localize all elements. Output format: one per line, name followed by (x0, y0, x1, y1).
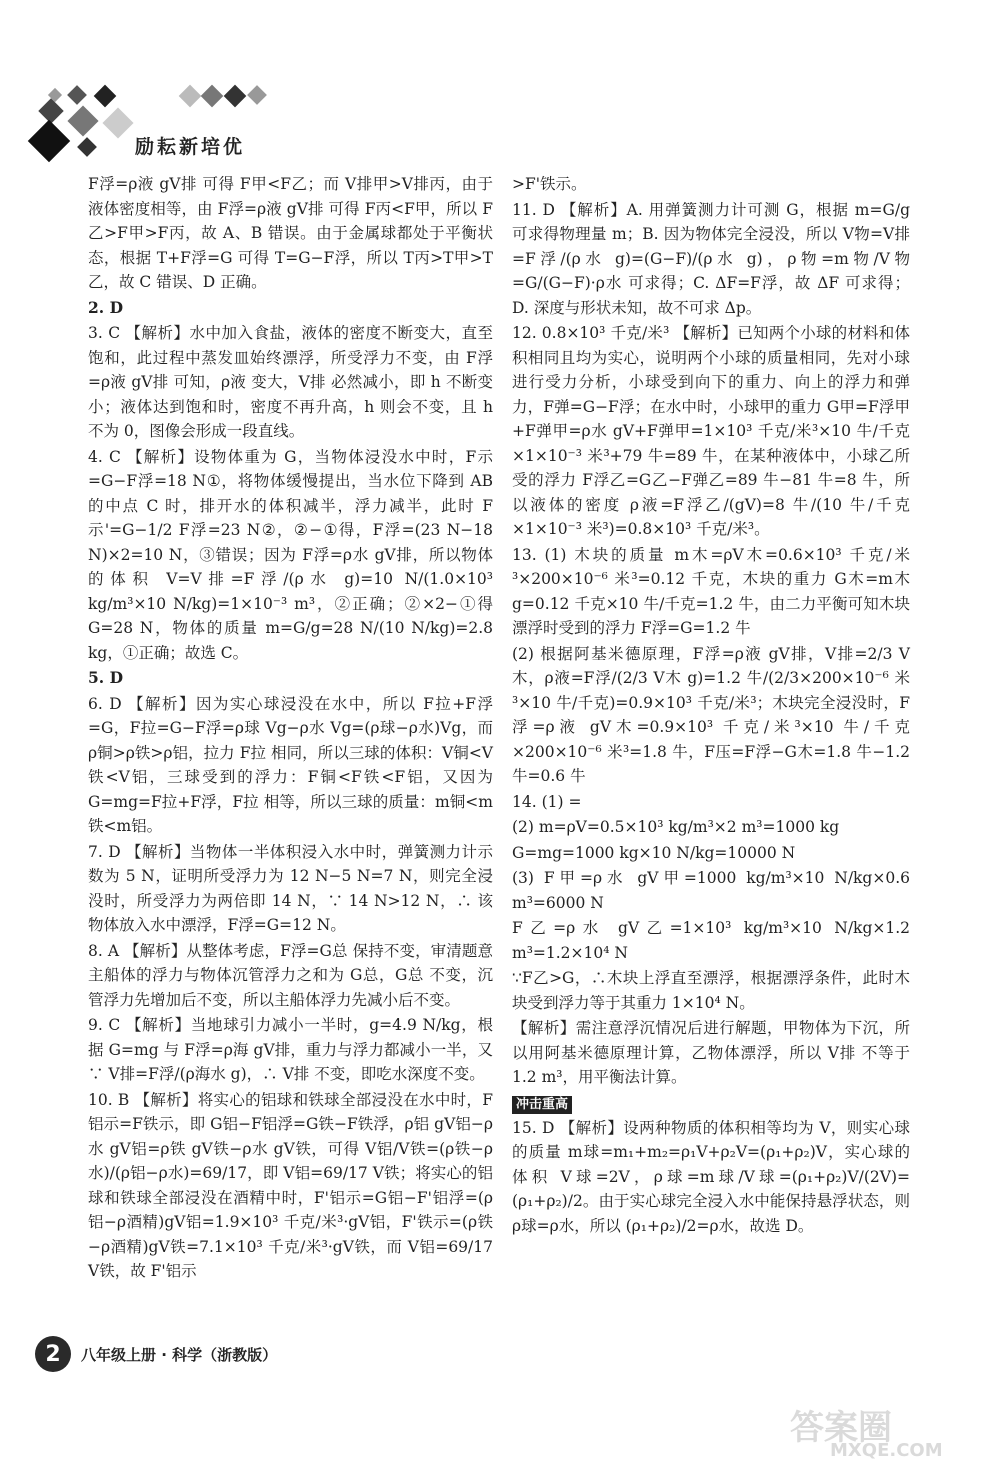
answer-item: 14. (1) = (512, 792, 582, 811)
diamond-icon (247, 85, 267, 105)
answer-item: 3. C 【解析】水中加入食盐，液体的密度不断变大，直至饱和，此过程中蒸发皿始终漂浮，所受浮力不变，由 F浮=ρ液 gV排 可知，ρ液 变大，V排 必然减小，即 h 不断变小；液体达到饱和时，密度不再升高，h 则会不变，且 h 不为 0，图像会形成一段直线。 (88, 324, 498, 440)
answer-item: F乙=ρ水 gV乙=1×10³ kg/m³×10 N/kg×1.2 m³=1.2×10⁴ N (512, 919, 915, 962)
watermark-url: MXQE.COM (830, 1440, 943, 1461)
answer-item: 7. D 【解析】当物体一半体积浸入水中时，弹簧测力计示数为 5 N，证明所受浮力为 12 N−5 N=7 N，则完全浸没时，所受浮力为两倍即 14 N，∵ 14 N>12 N，∴ 该物体放入水中漂浮，F浮=G=12 N。 (88, 842, 493, 934)
answer-item: ∵F乙>G，∴木块上浮直至漂浮，根据漂浮条件，此时木块受到浮力等于其重力 1×10⁴ N。 (512, 969, 910, 1012)
answer-item: 8. A 【解析】从整体考虑，F浮=G总 保持不变，审清题意主船体的浮力与物体沉管浮力之和为 G总，G总 不变，沉管浮力先增加后不变，所以主船体浮力先减小后不变。 (88, 941, 493, 1009)
section-heading: 冲击重高 (512, 1096, 572, 1114)
brand-title: 励耘新培优 (135, 136, 246, 158)
diamond-icon (201, 85, 224, 108)
diamond-icon (94, 85, 117, 108)
book-title: 八年级上册 · 科学（浙教版） (81, 1345, 278, 1364)
diamond-icon (77, 137, 97, 157)
answer-item: 4. C 【解析】设物体重为 G，当物体浸没水中时，F示=G−F浮=18 N①，将物体缓慢提出，当水位下降到 AB 的中点 C 时，排开水的体积减半，浮力减半，此时 F示'=G−1/2 F浮=23 N②，②−①得，F浮=(23 N−18 N)×2=10 N，③错误；因为 F浮=ρ水 gV排，所以物体的体积 V=V排=F浮/(ρ水 g)=10 N/(1.0×10³ kg/m³×10 N/kg)=1×10⁻³ m³，②正确；②×2−①得 G=28 N，物体的质量 m=G/g=28 N/(10 N/kg)=2.8 kg，①正确；故选 C。 (88, 447, 498, 662)
answer-item: G=mg=1000 kg×10 N/kg=10000 N (512, 843, 796, 862)
diamond-icon (179, 85, 202, 108)
diamond-icon (67, 85, 87, 105)
answer-item: 10. B 【解析】将实心的铝球和铁球全部浸没在水中时，F铝示=F铁示，即 G铝−F铝浮=G铁−F铁浮，ρ铝 gV铝−ρ水 gV铝=ρ铁 gV铁−ρ水 gV铁，可得 V铝/V铁=(ρ铁−ρ水)/(ρ铝−ρ水)=69/17，即 V铝=69/17 V铁；将实心的铝球和铁球全部浸没在酒精中时，F'铝示=G铝−F'铝浮=(ρ铝−ρ酒精)gV铝=1.9×10³ 千克/米³·gV铝，F'铁示=(ρ铁−ρ酒精)gV铁=7.1×10³ 千克/米³·gV铁，而 V铝=69/17 V铁，故 F'铝示 (88, 1090, 498, 1280)
answer-item: 6. D 【解析】因为实心球浸没在水中，所以 F拉+F浮=G，F拉=G−F浮=ρ球 Vg−ρ水 Vg=(ρ球−ρ水)Vg，而 ρ铜>ρ铁>ρ铝，拉力 F拉 相同，所以三球的体积：V铜<V铁<V铝，三球受到的浮力：F铜<F铁<F铝，又因为 G=mg=F拉+F浮，F拉 相等，所以三球的质量：m铜<m铁<m铝。 (88, 694, 498, 835)
answer-item: 12. 0.8×10³ 千克/米³ 【解析】已知两个小球的材料和体积相同且均为实心，说明两个小球的质量相同，先对小球进行受力分析，小球受到向下的重力、向上的浮力和弹力，F弹=G−F浮；在水中时，小球甲的重力 G甲=F浮甲+F弹甲=ρ水 gV+F弹甲=1×10³ 千克/米³×10 牛/千克×1×10⁻³ 米³+79 牛=89 牛，在某种液体中，小球乙所受的浮力 F浮乙=G乙−F弹乙=89 牛−81 牛=8 牛，所以液体的密度 ρ液=F浮乙/(gV)=8 牛/(10 牛/千克×1×10⁻³ 米³)=0.8×10³ 千克/米³。 (512, 324, 910, 538)
left-column (88, 172, 498, 1285)
answer-item: 9. C 【解析】当地球引力减小一半时，g=4.9 N/kg，根据 G=mg 与 F浮=ρ海 gV排，重力与浮力都减小一半，又∵ V排=F浮/(ρ海水 g)，∴ V排 不变，即吃水深度不变。 (88, 1016, 493, 1083)
answer-item: 15. D 【解析】设两种物质的体积相等均为 V，则实心球的质量 m球=m₁+m₂=ρ₁V+ρ₂V=(ρ₁+ρ₂)V，实心球的体积 V球=2V，ρ球=m球/V球=(ρ₁+ρ₂)V/(2V)=(ρ₁+ρ₂)/2。由于实心球完全浸入水中能保持悬浮状态，则 ρ球=ρ水，所以 (ρ₁+ρ₂)/2=ρ水，故选 D。 (512, 1118, 915, 1235)
watermark-logo: 答案圈 (790, 1408, 892, 1448)
diamond-icon (67, 105, 98, 136)
answer-item: (3) F甲=ρ水 gV甲=1000 kg/m³×10 N/kg×0.6 m³=6000 N (512, 869, 915, 912)
diamond-icon (224, 85, 247, 108)
answer-item: (2) 根据阿基米德原理，F浮=ρ液 gV排，V排=2/3 V木，ρ液=F浮/(2/3 V木 g)=1.2 牛/(2/3×200×10⁻⁶ 米³×10 牛/千克)=0.9×10³ 千克/米³；木块完全浸没时，F浮=ρ液 gV木=0.9×10³ 千克/米³×10 牛/千克×200×10⁻⁶ 米³=1.8 牛，F压=F浮−G木=1.8 牛−1.2 牛=0.6 牛 (512, 644, 915, 785)
diamond-icon (102, 107, 133, 138)
answer-item: 5. D (88, 668, 124, 687)
answer-item: 11. D 【解析】A. 用弹簧测力计可测 G，根据 m=G/g 可求得物理量 m；B. 因为物体完全浸没，所以 V物=V排=F浮/(ρ水 g)=(G−F)/(ρ水 g)，ρ物=m物/V物=G/(G−F)·ρ水 可求得；C. ΔF=F浮，故 ΔF 可求得；D. 深度与形状未知，故不可求 Δp。 (512, 200, 915, 317)
answer-continuation: >F'铁示。 (512, 175, 587, 193)
page-footer (35, 1336, 277, 1372)
answer-item: 【解析】需注意浮沉情况后进行解题，甲物体为下沉，所以用阿基米德原理计算，乙物体漂浮，所以 V排 不等于 1.2 m³，用平衡法计算。 (512, 1019, 915, 1086)
answer-paragraph: F浮=ρ液 gV排 可得 F甲<F乙；而 V排甲>V排丙，由于液体密度相等，由 F浮=ρ液 gV排 可得 F丙<F甲，所以 F乙>F甲>F丙，故 A、B 错误。由于金属球都处于平衡状态，根据 T+F浮=G 可得 T=G−F浮，所以 T丙>T甲>T乙，故 C 错误、D 正确。 (88, 175, 493, 291)
answer-item: (2) m=ρV=0.5×10³ kg/m³×2 m³=1000 kg (512, 818, 840, 836)
diamond-icon (38, 98, 63, 123)
page-number: 2 (35, 1336, 71, 1372)
right-column (512, 172, 915, 1239)
answer-item: 2. D (88, 297, 124, 317)
diamond-icon (28, 120, 70, 162)
answer-item: 13. (1) 木块的质量 m木=ρV木=0.6×10³ 千克/米³×200×10⁻⁶ 米³=0.12 千克，木块的重力 G木=m木 g=0.12 千克×10 牛/千克=1.2 牛，由二力平衡可知木块漂浮时受到的浮力 F浮=G=1.2 牛 (512, 545, 915, 637)
